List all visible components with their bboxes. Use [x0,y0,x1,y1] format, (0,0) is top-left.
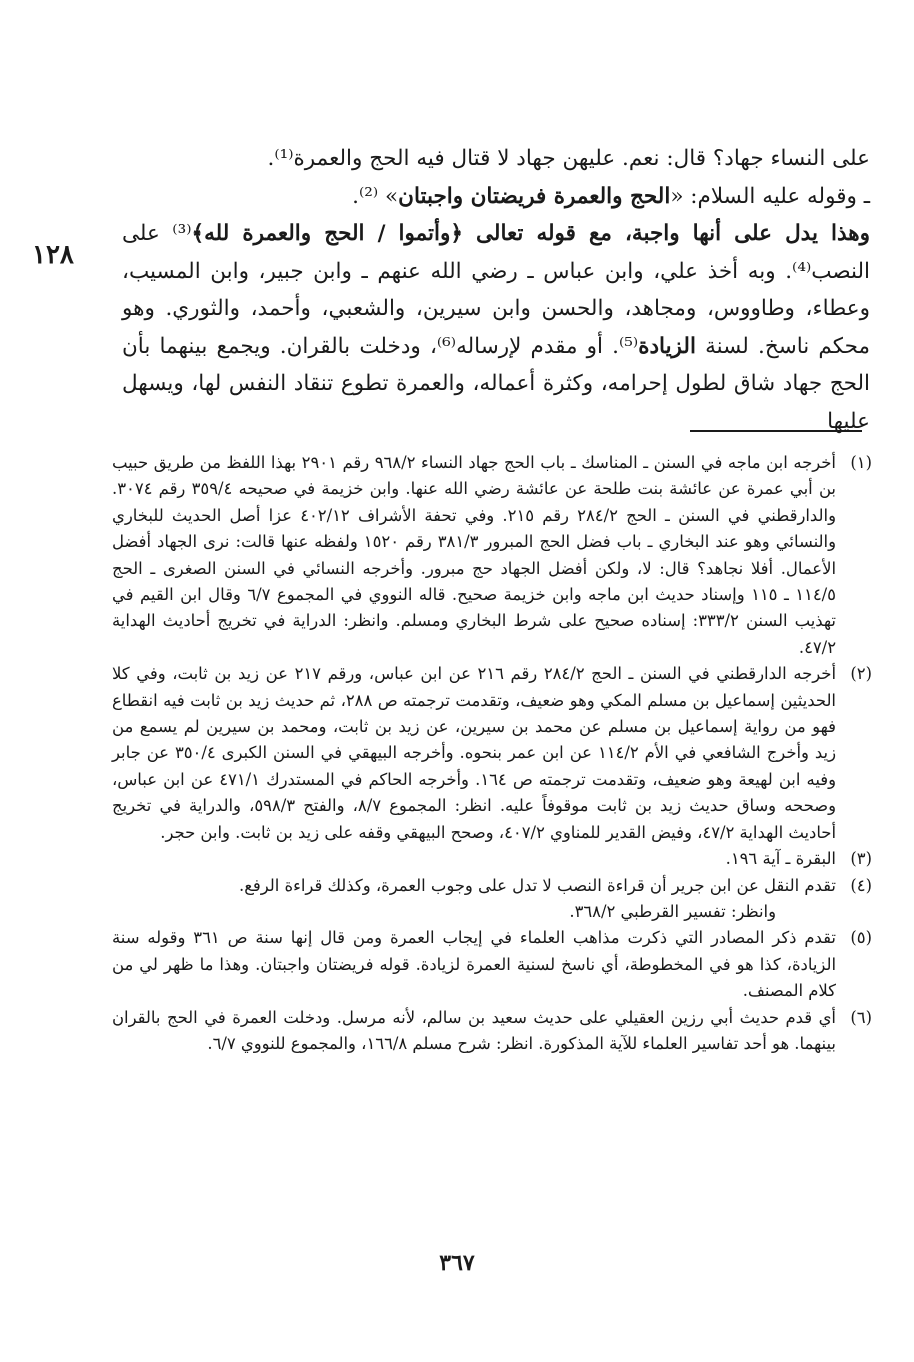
paragraph-2 [122,178,870,216]
hadith-quote: الحج والعمرة فريضتان واجبتان [398,183,671,209]
footnote-number: (٥) [850,928,872,948]
footnote-number: (٣) [850,849,872,869]
footnote-text: أخرجه ابن ماجه في السنن ـ المناسك ـ باب الحج جهاد النساء ٩٦٨/٢ رقم ٢٩٠١ بهذا اللفظ من طريق حبيب بن أبي عمرة عن عائشة بنت طلحة عن عائشة رضي الله عنها. وابن خزيمة في صحيحه ٣٥٩/٤ رقم ٣٠٧٤. والدارقطني في السنن ـ الحج ٢٨٤/٢ رقم ٢١٥. وفي تحفة الأشراف ٤٠٢/١٢ عزا أصل الحديث للبخاري والنسائي وهو عند البخاري ـ باب فضل الحج المبرور ٣٨١/٣ رقم ١٥٢٠ ولفظه عنها قالت: نرى الجهاد أفضل الأعمال. أفلا نجاهد؟ قال: لا، ولكن أفضل الجهاد حج مبرور. وأخرجه النسائي في السنن الصغرى ـ الحج ١١٤/٥ ـ ١١٥ وإسناد حديث ابن ماجه وابن خزيمة صحيح. قاله النووي في المجموع ٦/٧ وقال ابن القيم في تهذيب السنن ٣٣٣/٢: إسناده صحيح على شرط البخاري ومسلم. وانظر: الدراية في تخريج أحاديث الهداية ٤٧/٢. [112,453,836,657]
footnote-number: (١) [850,453,872,472]
page-number: ٣٦٧ [439,1250,475,1276]
paragraph-3 [122,215,870,440]
main-text [122,140,870,440]
paragraph-3-lead: وهذا يدل على أنها واجبة، مع قوله تعالى [462,221,870,246]
hadith-intro: ـ وقوله عليه السلام: « [670,183,870,209]
footnote-text: أخرجه الدارقطني في السنن ـ الحج ٢٨٤/٢ رقم ٢١٦ عن ابن عباس، ورقم ٢١٧ عن زيد بن ثابت، وفي كلا الحديثين إسماعيل بن مسلم المكي وهو ضعيف، وتقدمت ترجمته ص ٢٨٨، ثم حديث زيد بن ثابت فيه انقطاع فهو من رواية إسماعيل بن مسلم عن محمد بن سيرين، عن زيد بن ثابت، ومحمد بن سيرين لم يسمع من زيد وأخرج الشافعي في الأم ١١٤/٢ عن ابن عمر بنحوه. وأخرجه البيهقي في السنن الكبرى ٣٥٠/٤ عن جابر وفيه ابن لهيعة وهو ضعيف، وتقدمت ترجمته ص ١٦٤. وأخرجه الحاكم في المستدرك ٤٧١/١ عن ابن عباس، وصححه وساق حديث زيد بن ثابت موقوفاً عليه. انظر: المجموع ٨/٧، والفتح ٥٩٨/٣، والدراية في تخريج أحاديث الهداية ٤٧/٢، وفيض القدير للمناوي ٤٠٧/٢، وصحح البيهقي وقفه على زيد بن ثابت. وابن حجر. [112,664,837,842]
footnote-subline: وانظر: تفسير القرطبي ٣٦٨/٢. [569,901,776,921]
footnotes [112,450,872,1057]
paragraph-3-body: ⁽³⁾ على النصب⁽⁴⁾. وبه أخذ علي، وابن عباس ـ رضي الله عنهم ـ وابن جبير، وابن المسيب، وعطاء، وطاووس، ومجاهد، والحسن وابن سيرين، والشعبي، وأحمد، والثوري. وهو محكم ناسخ. لسنة [122,221,870,359]
term-ziyada: الزيادة [638,333,696,359]
footnote-2 [112,661,872,846]
hadith-ref: » ⁽²⁾. [352,183,399,209]
footnote-6 [112,1005,872,1058]
footnote-3 [112,846,872,872]
footnote-number: (٦) [850,1007,872,1027]
paragraph-1: على النساء جهاد؟ قال: نعم. عليهن جهاد لا قتال فيه الحج والعمرة⁽¹⁾. [267,146,870,171]
footnote-number: (٤) [850,875,872,895]
footnote-text: تقدم ذكر المصادر التي ذكرت مذاهب العلماء في إيجاب العمرة ومن قال إنها سنة ص ٣٦١ وقوله سنة الزيادة، كذا هو في المخطوطة، أي ناسخ لسنية العمرة لزيادة. قوله فريضتان واجبتان. وهذا ما ظهر لي من كلام المصنف. [112,928,836,1001]
footnote-5 [112,925,872,1004]
footnote-4 [112,873,872,926]
footnote-text: أي قدم حديث أبي رزين العقيلي على حديث سعيد بن سالم، لأنه مرسل. ودخلت العمرة في الحج بالقران بينهما. هو أحد تفاسير العلماء للآية المذكورة. انظر: شرح مسلم ١٦٦/٨، والمجموع للنووي ٦/٧. [112,1007,836,1053]
quran-verse: ﴿وأتموا / الحج والعمرة لله﴾ [191,221,463,246]
footnote-text: البقرة ـ آية ١٩٦. [725,849,836,869]
footnote-1 [112,450,872,661]
footnote-text: تقدم النقل عن ابن جرير أن قراءة النصب لا تدل على وجوب العمرة، وكذلك قراءة الرفع. [238,875,836,895]
margin-page-reference: ١٢٨ [32,240,74,270]
footnote-separator [690,430,862,432]
paragraph-3-end: ⁽⁵⁾. أو مقدم لإرساله⁽⁶⁾، ودخلت بالقران. ويجمع بينهما بأن الحج جهاد شاق لطول إحرامه، وكثرة أعماله، والعمرة تطوع تنقاد النفس لها، ويسهل عليها [122,333,870,434]
footnote-number: (٢) [850,664,872,684]
